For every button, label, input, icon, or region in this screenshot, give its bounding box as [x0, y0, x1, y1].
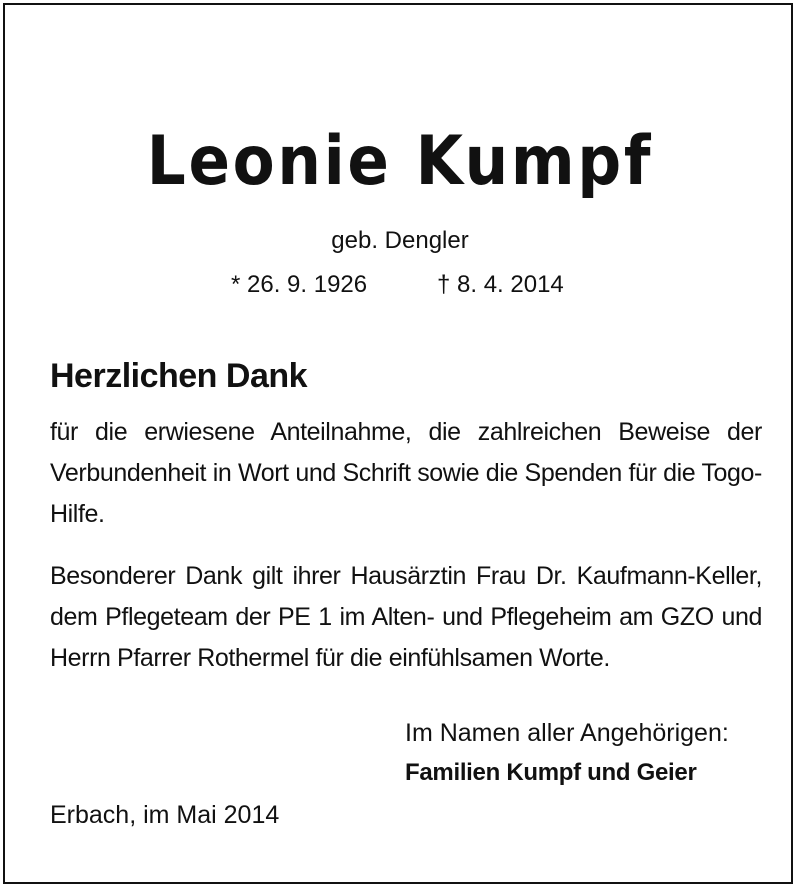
birth-name: geb. Dengler	[331, 227, 469, 254]
thanks-paragraph-2: Besonderer Dank gilt ihrer Hausärztin Frau Dr. Kaufmann-Keller, dem Pflegeteam der PE 1 im Alten- und Pflegeheim am GZO und Herrn Pfarrer Rothermel für die einfühlsamen Worte.	[50, 562, 762, 672]
birth-date: * 26. 9. 1926	[231, 271, 368, 298]
signature-families: Familien Kumpf und Geier	[405, 759, 697, 786]
place-and-date: Erbach, im Mai 2014	[50, 801, 280, 829]
deceased-name: Leonie Kumpf	[146, 122, 654, 201]
signature-block	[405, 713, 729, 793]
thanks-heading: Herzlichen Dank	[50, 357, 308, 395]
thanks-paragraph-1: für die erwiesene Anteilnahme, die zahlreichen Beweise der Verbundenheit in Wort und Schrift sowie die Spenden für die Togo-Hilfe.	[50, 418, 762, 528]
death-date: † 8. 4. 2014	[437, 271, 564, 298]
signature-intro: Im Namen aller Angehörigen:	[405, 719, 729, 747]
